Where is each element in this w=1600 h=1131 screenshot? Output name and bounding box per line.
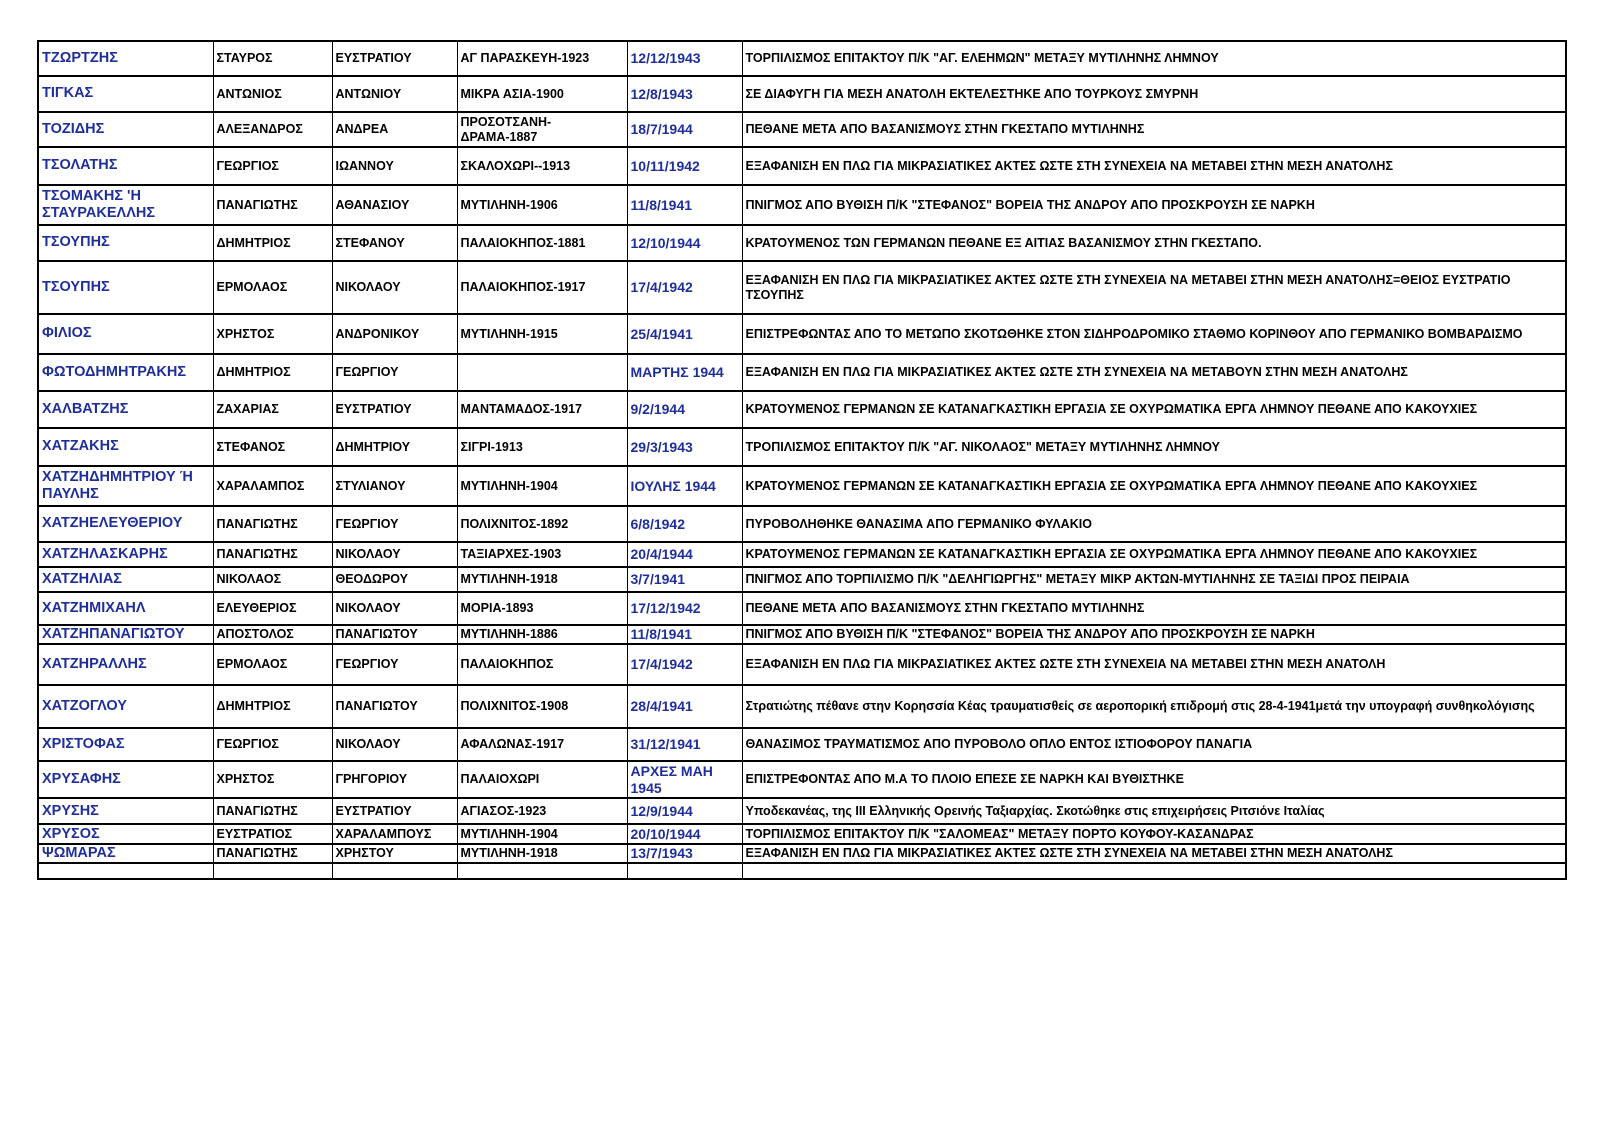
father-name-cell: ΝΙΚΟΛΑΟΥ	[332, 728, 457, 761]
birthplace-cell: ΜΥΤΙΛΗΝΗ-1886	[457, 625, 627, 644]
surname-cell: ΦΙΛΙΟΣ	[38, 314, 213, 354]
roster-sheet	[37, 40, 1565, 880]
father-name-cell: ΘΕΟΔΩΡΟΥ	[332, 567, 457, 592]
date-cell: 11/8/1941	[627, 625, 742, 644]
given-name-cell: ΧΡΗΣΤΟΣ	[213, 761, 332, 798]
birthplace-cell: ΣΙΓΡΙ-1913	[457, 428, 627, 466]
given-name-cell: ΠΑΝΑΓΙΩΤΗΣ	[213, 844, 332, 863]
father-name-cell: ΝΙΚΟΛΑΟΥ	[332, 542, 457, 567]
circumstances-cell	[742, 863, 1566, 879]
birthplace-cell: ΜΥΤΙΛΗΝΗ-1918	[457, 567, 627, 592]
surname-cell: ΦΩΤΟΔΗΜΗΤΡΑΚΗΣ	[38, 354, 213, 391]
father-name-cell: ΕΥΣΤΡΑΤΙΟΥ	[332, 798, 457, 824]
given-name-cell: ΑΠΟΣΤΟΛΟΣ	[213, 625, 332, 644]
date-cell: 12/9/1944	[627, 798, 742, 824]
table-row	[38, 728, 1566, 761]
surname-cell: ΧΑΤΖΗΠΑΝΑΓΙΩΤΟΥ	[38, 625, 213, 644]
surname-cell: ΧΡΥΣΗΣ	[38, 798, 213, 824]
given-name-cell: ΖΑΧΑΡΙΑΣ	[213, 391, 332, 428]
given-name-cell: ΑΛΕΞΑΝΔΡΟΣ	[213, 112, 332, 147]
date-cell: 17/12/1942	[627, 592, 742, 625]
date-cell: 17/4/1942	[627, 261, 742, 314]
birthplace-cell: ΜΥΤΙΛΗΝΗ-1904	[457, 824, 627, 844]
table-row	[38, 428, 1566, 466]
given-name-cell: ΓΕΩΡΓΙΟΣ	[213, 147, 332, 185]
birthplace-cell: ΑΓ ΠΑΡΑΣΚΕΥΗ-1923	[457, 41, 627, 76]
father-name-cell: ΕΥΣΤΡΑΤΙΟΥ	[332, 41, 457, 76]
father-name-cell: ΧΡΗΣΤΟΥ	[332, 844, 457, 863]
surname-cell: ΧΑΤΖΗΕΛΕΥΘΕΡΙΟΥ	[38, 506, 213, 542]
father-name-cell: ΣΤΥΛΙΑΝΟΥ	[332, 466, 457, 506]
circumstances-cell: ΚΡΑΤΟΥΜΕΝΟΣ ΓΕΡΜΑΝΩΝ ΣΕ ΚΑΤΑΝΑΓΚΑΣΤΙΚΗ ΕΡΓΑΣΙΑ ΣΕ ΟΧΥΡΩΜΑΤΙΚΑ ΕΡΓΑ ΛΗΜΝΟΥ ΠΕΘΑΝΕ ΑΠΟ ΚΑΚΟΥΧΙΕΣ	[742, 391, 1566, 428]
surname-cell: ΤΣΟΥΠΗΣ	[38, 261, 213, 314]
birthplace-cell: ΠΟΛΙΧΝΙΤΟΣ-1908	[457, 685, 627, 728]
date-cell: 6/8/1942	[627, 506, 742, 542]
date-cell: ΜΑΡΤΗΣ 1944	[627, 354, 742, 391]
father-name-cell: ΝΙΚΟΛΑΟΥ	[332, 592, 457, 625]
surname-cell	[38, 863, 213, 879]
given-name-cell: ΠΑΝΑΓΙΩΤΗΣ	[213, 506, 332, 542]
surname-cell: ΧΑΤΖΗΜΙΧΑΗΛ	[38, 592, 213, 625]
father-name-cell: ΑΝΔΡΟΝΙΚΟΥ	[332, 314, 457, 354]
table-row	[38, 391, 1566, 428]
birthplace-cell: ΜΥΤΙΛΗΝΗ-1918	[457, 844, 627, 863]
circumstances-cell: ΠΕΘΑΝΕ ΜΕΤΑ ΑΠΟ ΒΑΣΑΝΙΣΜΟΥΣ ΣΤΗΝ ΓΚΕΣΤΑΠΟ ΜΥΤΙΛΗΝΗΣ	[742, 112, 1566, 147]
date-cell: 20/4/1944	[627, 542, 742, 567]
date-cell: 12/10/1944	[627, 225, 742, 261]
surname-cell: ΤΣΟΜΑΚΗΣ 'Η ΣΤΑΥΡΑΚΕΛΛΗΣ	[38, 185, 213, 225]
birthplace-cell	[457, 354, 627, 391]
surname-cell: ΧΑΤΖΗΛΑΣΚΑΡΗΣ	[38, 542, 213, 567]
date-cell: 18/7/1944	[627, 112, 742, 147]
given-name-cell: ΧΑΡΑΛΑΜΠΟΣ	[213, 466, 332, 506]
father-name-cell: ΓΕΩΡΓΙΟΥ	[332, 506, 457, 542]
casualty-table	[37, 40, 1567, 880]
given-name-cell	[213, 863, 332, 879]
date-cell: 31/12/1941	[627, 728, 742, 761]
date-cell: 28/4/1941	[627, 685, 742, 728]
circumstances-cell: ΚΡΑΤΟΥΜΕΝΟΣ ΓΕΡΜΑΝΩΝ ΣΕ ΚΑΤΑΝΑΓΚΑΣΤΙΚΗ ΕΡΓΑΣΙΑ ΣΕ ΟΧΥΡΩΜΑΤΙΚΑ ΕΡΓΑ ΛΗΜΝΟΥ ΠΕΘΑΝΕ ΑΠΟ ΚΑΚΟΥΧΙΕΣ	[742, 466, 1566, 506]
birthplace-cell: ΤΑΞΙΑΡΧΕΣ-1903	[457, 542, 627, 567]
birthplace-cell: ΠΑΛΑΙΟΚΗΠΟΣ	[457, 644, 627, 685]
table-row	[38, 625, 1566, 644]
circumstances-cell: ΤΡΟΠΙΛΙΣΜΟΣ ΕΠΙΤΑΚΤΟΥ Π/Κ "ΑΓ. ΝΙΚΟΛΑΟΣ" ΜΕΤΑΞΥ ΜΥΤΙΛΗΝΗΣ ΛΗΜΝΟΥ	[742, 428, 1566, 466]
date-cell: 11/8/1941	[627, 185, 742, 225]
birthplace-cell: ΑΓΙΑΣΟΣ-1923	[457, 798, 627, 824]
table-row	[38, 506, 1566, 542]
table-row	[38, 863, 1566, 879]
surname-cell: ΧΑΛΒΑΤΖΗΣ	[38, 391, 213, 428]
given-name-cell: ΕΛΕΥΘΕΡΙΟΣ	[213, 592, 332, 625]
given-name-cell: ΠΑΝΑΓΙΩΤΗΣ	[213, 542, 332, 567]
father-name-cell: ΔΗΜΗΤΡΙΟΥ	[332, 428, 457, 466]
given-name-cell: ΝΙΚΟΛΑΟΣ	[213, 567, 332, 592]
given-name-cell: ΠΑΝΑΓΙΩΤΗΣ	[213, 798, 332, 824]
given-name-cell: ΣΤΕΦΑΝΟΣ	[213, 428, 332, 466]
circumstances-cell: ΚΡΑΤΟΥΜΕΝΟΣ ΓΕΡΜΑΝΩΝ ΣΕ ΚΑΤΑΝΑΓΚΑΣΤΙΚΗ ΕΡΓΑΣΙΑ ΣΕ ΟΧΥΡΩΜΑΤΙΚΑ ΕΡΓΑ ΛΗΜΝΟΥ ΠΕΘΑΝΕ ΑΠΟ ΚΑΚΟΥΧΙΕΣ	[742, 542, 1566, 567]
date-cell: 12/8/1943	[627, 76, 742, 112]
date-cell: 3/7/1941	[627, 567, 742, 592]
birthplace-cell	[457, 863, 627, 879]
table-body	[38, 41, 1566, 879]
table-row	[38, 225, 1566, 261]
date-cell: 12/12/1943	[627, 41, 742, 76]
surname-cell: ΧΑΤΖΗΡΑΛΛΗΣ	[38, 644, 213, 685]
date-cell	[627, 863, 742, 879]
father-name-cell: ΙΩΑΝΝΟΥ	[332, 147, 457, 185]
circumstances-cell: ΣΕ ΔΙΑΦΥΓΗ ΓΙΑ ΜΕΣΗ ΑΝΑΤΟΛΗ ΕΚΤΕΛΕΣΤΗΚΕ ΑΠΟ ΤΟΥΡΚΟΥΣ ΣΜΥΡΝΗ	[742, 76, 1566, 112]
table-row	[38, 567, 1566, 592]
date-cell: 17/4/1942	[627, 644, 742, 685]
circumstances-cell: ΠΕΘΑΝΕ ΜΕΤΑ ΑΠΟ ΒΑΣΑΝΙΣΜΟΥΣ ΣΤΗΝ ΓΚΕΣΤΑΠΟ ΜΥΤΙΛΗΝΗΣ	[742, 592, 1566, 625]
father-name-cell: ΣΤΕΦΑΝΟΥ	[332, 225, 457, 261]
surname-cell: ΨΩΜΑΡΑΣ	[38, 844, 213, 863]
birthplace-cell: ΠΑΛΑΙΟΚΗΠΟΣ-1917	[457, 261, 627, 314]
date-cell: 20/10/1944	[627, 824, 742, 844]
table-row	[38, 112, 1566, 147]
given-name-cell: ΔΗΜΗΤΡΙΟΣ	[213, 225, 332, 261]
surname-cell: ΤΣΟΥΠΗΣ	[38, 225, 213, 261]
surname-cell: ΧΡΥΣΟΣ	[38, 824, 213, 844]
father-name-cell	[332, 863, 457, 879]
given-name-cell: ΣΤΑΥΡΟΣ	[213, 41, 332, 76]
circumstances-cell: ΕΠΙΣΤΡΕΦΟΝΤΑΣ ΑΠΟ Μ.Α ΤΟ ΠΛΟΙΟ ΕΠΕΣΕ ΣΕ ΝΑΡΚΗ ΚΑΙ ΒΥΘΙΣΤΗΚΕ	[742, 761, 1566, 798]
given-name-cell: ΧΡΗΣΤΟΣ	[213, 314, 332, 354]
circumstances-cell: ΕΞΑΦΑΝΙΣΗ ΕΝ ΠΛΩ ΓΙΑ ΜΙΚΡΑΣΙΑΤΙΚΕΣ ΑΚΤΕΣ ΩΣΤΕ ΣΤΗ ΣΥΝΕΧΕΙΑ ΝΑ ΜΕΤΑΒΕΙ ΣΤΗΝ ΜΕΣΗ ΑΝΑΤΟΛΗ	[742, 644, 1566, 685]
father-name-cell: ΓΕΩΡΓΙΟΥ	[332, 354, 457, 391]
given-name-cell: ΕΡΜΟΛΑΟΣ	[213, 644, 332, 685]
circumstances-cell: Υποδεκανέας, της ΙΙΙ Ελληνικής Ορεινής Ταξιαρχίας. Σκοτώθηκε στις επιχειρήσεις Ριτσιόνε Ιταλίας	[742, 798, 1566, 824]
table-row	[38, 644, 1566, 685]
father-name-cell: ΓΡΗΓΟΡΙΟΥ	[332, 761, 457, 798]
given-name-cell: ΔΗΜΗΤΡΙΟΣ	[213, 685, 332, 728]
surname-cell: ΤΟΖΙΔΗΣ	[38, 112, 213, 147]
circumstances-cell: ΠΥΡΟΒΟΛΗΘΗΚΕ ΘΑΝΑΣΙΜΑ ΑΠΟ ΓΕΡΜΑΝΙΚΟ ΦΥΛΑΚΙΟ	[742, 506, 1566, 542]
table-row	[38, 542, 1566, 567]
table-row	[38, 466, 1566, 506]
father-name-cell: ΠΑΝΑΓΙΩΤΟΥ	[332, 625, 457, 644]
table-row	[38, 354, 1566, 391]
table-row	[38, 314, 1566, 354]
table-row	[38, 592, 1566, 625]
birthplace-cell: ΣΚΑΛΟΧΩΡΙ--1913	[457, 147, 627, 185]
birthplace-cell: ΜΑΝΤΑΜΑΔΟΣ-1917	[457, 391, 627, 428]
circumstances-cell: ΕΞΑΦΑΝΙΣΗ ΕΝ ΠΛΩ ΓΙΑ ΜΙΚΡΑΣΙΑΤΙΚΕΣ ΑΚΤΕΣ ΩΣΤΕ ΣΤΗ ΣΥΝΕΧΕΙΑ ΝΑ ΜΕΤΑΒΕΙ ΣΤΗΝ ΜΕΣΗ ΑΝΑΤΟΛΗΣ=ΘΕΙΟΣ ΕΥΣΤΡΑΤΙΟ ΤΣΟΥΠΗΣ	[742, 261, 1566, 314]
father-name-cell: ΑΘΑΝΑΣΙΟΥ	[332, 185, 457, 225]
table-row	[38, 147, 1566, 185]
birthplace-cell: ΠΡΟΣΟΤΣΑΝΗ-ΔΡΑΜΑ-1887	[457, 112, 627, 147]
circumstances-cell: ΠΝΙΓΜΟΣ ΑΠΟ ΒΥΘΙΣΗ Π/Κ "ΣΤΕΦΑΝΟΣ" ΒΟΡΕΙΑ ΤΗΣ ΑΝΔΡΟΥ ΑΠΟ ΠΡΟΣΚΡΟΥΣΗ ΣΕ ΝΑΡΚΗ	[742, 185, 1566, 225]
circumstances-cell: ΕΞΑΦΑΝΙΣΗ ΕΝ ΠΛΩ ΓΙΑ ΜΙΚΡΑΣΙΑΤΙΚΕΣ ΑΚΤΕΣ ΩΣΤΕ ΣΤΗ ΣΥΝΕΧΕΙΑ ΝΑ ΜΕΤΑΒΕΙ ΣΤΗΝ ΜΕΣΗ ΑΝΑΤΟΛΗΣ	[742, 844, 1566, 863]
table-row	[38, 798, 1566, 824]
father-name-cell: ΧΑΡΑΛΑΜΠΟΥΣ	[332, 824, 457, 844]
given-name-cell: ΔΗΜΗΤΡΙΟΣ	[213, 354, 332, 391]
table-row	[38, 76, 1566, 112]
birthplace-cell: ΜΟΡΙΑ-1893	[457, 592, 627, 625]
table-row	[38, 185, 1566, 225]
father-name-cell: ΝΙΚΟΛΑΟΥ	[332, 261, 457, 314]
circumstances-cell: ΘΑΝΑΣΙΜΟΣ ΤΡΑΥΜΑΤΙΣΜΟΣ ΑΠΟ ΠΥΡΟΒΟΛΟ ΟΠΛΟ ΕΝΤΟΣ ΙΣΤΙΟΦΟΡΟΥ ΠΑΝΑΓΙΑ	[742, 728, 1566, 761]
table-row	[38, 41, 1566, 76]
father-name-cell: ΑΝΤΩΝΙΟΥ	[332, 76, 457, 112]
circumstances-cell: ΕΞΑΦΑΝΙΣΗ ΕΝ ΠΛΩ ΓΙΑ ΜΙΚΡΑΣΙΑΤΙΚΕΣ ΑΚΤΕΣ ΩΣΤΕ ΣΤΗ ΣΥΝΕΧΕΙΑ ΝΑ ΜΕΤΑΒΟΥΝ ΣΤΗΝ ΜΕΣΗ ΑΝΑΤΟΛΗΣ	[742, 354, 1566, 391]
father-name-cell: ΓΕΩΡΓΙΟΥ	[332, 644, 457, 685]
father-name-cell: ΑΝΔΡΕΑ	[332, 112, 457, 147]
surname-cell: ΤΣΟΛΑΤΗΣ	[38, 147, 213, 185]
circumstances-cell: Στρατιώτης πέθανε στην Κορησσία Κέας τραυματισθείς σε αεροπορική επιδρομή στις 28-4-1941μετά την υπογραφή συνθηκολόγισης	[742, 685, 1566, 728]
date-cell: ΑΡΧΕΣ ΜΑΗ 1945	[627, 761, 742, 798]
father-name-cell: ΕΥΣΤΡΑΤΙΟΥ	[332, 391, 457, 428]
birthplace-cell: ΠΑΛΑΙΟΚΗΠΟΣ-1881	[457, 225, 627, 261]
surname-cell: ΧΑΤΖΗΔΗΜΗΤΡΙΟΥ Ή ΠΑΥΛΗΣ	[38, 466, 213, 506]
surname-cell: ΧΑΤΖΑΚΗΣ	[38, 428, 213, 466]
surname-cell: ΧΑΤΖΗΛΙΑΣ	[38, 567, 213, 592]
table-row	[38, 844, 1566, 863]
birthplace-cell: ΜΥΤΙΛΗΝΗ-1915	[457, 314, 627, 354]
circumstances-cell: ΤΟΡΠΙΛΙΣΜΟΣ ΕΠΙΤΑΚΤΟΥ Π/Κ "ΑΓ. ΕΛΕΗΜΩΝ" ΜΕΤΑΞΥ ΜΥΤΙΛΗΝΗΣ ΛΗΜΝΟΥ	[742, 41, 1566, 76]
birthplace-cell: ΜΥΤΙΛΗΝΗ-1904	[457, 466, 627, 506]
given-name-cell: ΓΕΩΡΓΙΟΣ	[213, 728, 332, 761]
date-cell: 13/7/1943	[627, 844, 742, 863]
circumstances-cell: ΤΟΡΠΙΛΙΣΜΟΣ ΕΠΙΤΑΚΤΟΥ Π/Κ "ΣΑΛΟΜΕΑΣ" ΜΕΤΑΞΥ ΠΟΡΤΟ ΚΟΥΦΟΥ-ΚΑΣΑΝΔΡΑΣ	[742, 824, 1566, 844]
date-cell: 9/2/1944	[627, 391, 742, 428]
circumstances-cell: ΕΞΑΦΑΝΙΣΗ ΕΝ ΠΛΩ ΓΙΑ ΜΙΚΡΑΣΙΑΤΙΚΕΣ ΑΚΤΕΣ ΩΣΤΕ ΣΤΗ ΣΥΝΕΧΕΙΑ ΝΑ ΜΕΤΑΒΕΙ ΣΤΗΝ ΜΕΣΗ ΑΝΑΤΟΛΗΣ	[742, 147, 1566, 185]
given-name-cell: ΕΥΣΤΡΑΤΙΟΣ	[213, 824, 332, 844]
circumstances-cell: ΚΡΑΤΟΥΜΕΝΟΣ ΤΩΝ ΓΕΡΜΑΝΩΝ ΠΕΘΑΝΕ ΕΞ ΑΙΤΙΑΣ ΒΑΣΑΝΙΣΜΟΥ ΣΤΗΝ ΓΚΕΣΤΑΠΟ.	[742, 225, 1566, 261]
table-row	[38, 824, 1566, 844]
date-cell: 29/3/1943	[627, 428, 742, 466]
date-cell: ΙΟΥΛΗΣ 1944	[627, 466, 742, 506]
birthplace-cell: ΠΟΛΙΧΝΙΤΟΣ-1892	[457, 506, 627, 542]
birthplace-cell: ΑΦΑΛΩΝΑΣ-1917	[457, 728, 627, 761]
birthplace-cell: ΠΑΛΑΙΟΧΩΡΙ	[457, 761, 627, 798]
table-row	[38, 761, 1566, 798]
surname-cell: ΤΙΓΚΑΣ	[38, 76, 213, 112]
surname-cell: ΧΑΤΖΟΓΛΟΥ	[38, 685, 213, 728]
surname-cell: ΤΖΩΡΤΖΗΣ	[38, 41, 213, 76]
circumstances-cell: ΕΠΙΣΤΡΕΦΩΝΤΑΣ ΑΠΟ ΤΟ ΜΕΤΩΠΟ ΣΚΟΤΩΘΗΚΕ ΣΤΟΝ ΣΙΔΗΡΟΔΡΟΜΙΚΟ ΣΤΑΘΜΟ ΚΟΡΙΝΘΟΥ ΑΠΟ ΓΕΡΜΑΝΙΚΟ ΒΟΜΒΑΡΔΙΣΜΟ	[742, 314, 1566, 354]
given-name-cell: ΑΝΤΩΝΙΟΣ	[213, 76, 332, 112]
table-row	[38, 685, 1566, 728]
date-cell: 10/11/1942	[627, 147, 742, 185]
table-row	[38, 261, 1566, 314]
date-cell: 25/4/1941	[627, 314, 742, 354]
father-name-cell: ΠΑΝΑΓΙΩΤΟΥ	[332, 685, 457, 728]
given-name-cell: ΠΑΝΑΓΙΩΤΗΣ	[213, 185, 332, 225]
surname-cell: ΧΡΥΣΑΦΗΣ	[38, 761, 213, 798]
surname-cell: ΧΡΙΣΤΟΦΑΣ	[38, 728, 213, 761]
circumstances-cell: ΠΝΙΓΜΟΣ ΑΠΟ ΤΟΡΠΙΛΙΣΜΟ Π/Κ "ΔΕΛΗΓΙΩΡΓΗΣ" ΜΕΤΑΞΥ ΜΙΚΡ ΑΚΤΩΝ-ΜΥΤΙΛΗΝΗΣ ΣΕ ΤΑΞΙΔΙ ΠΡΟΣ ΠΕΙΡΑΙΑ	[742, 567, 1566, 592]
given-name-cell: ΕΡΜΟΛΑΟΣ	[213, 261, 332, 314]
birthplace-cell: ΜΙΚΡΑ ΑΣΙΑ-1900	[457, 76, 627, 112]
circumstances-cell: ΠΝΙΓΜΟΣ ΑΠΟ ΒΥΘΙΣΗ Π/Κ "ΣΤΕΦΑΝΟΣ" ΒΟΡΕΙΑ ΤΗΣ ΑΝΔΡΟΥ ΑΠΟ ΠΡΟΣΚΡΟΥΣΗ ΣΕ ΝΑΡΚΗ	[742, 625, 1566, 644]
birthplace-cell: ΜΥΤΙΛΗΝΗ-1906	[457, 185, 627, 225]
